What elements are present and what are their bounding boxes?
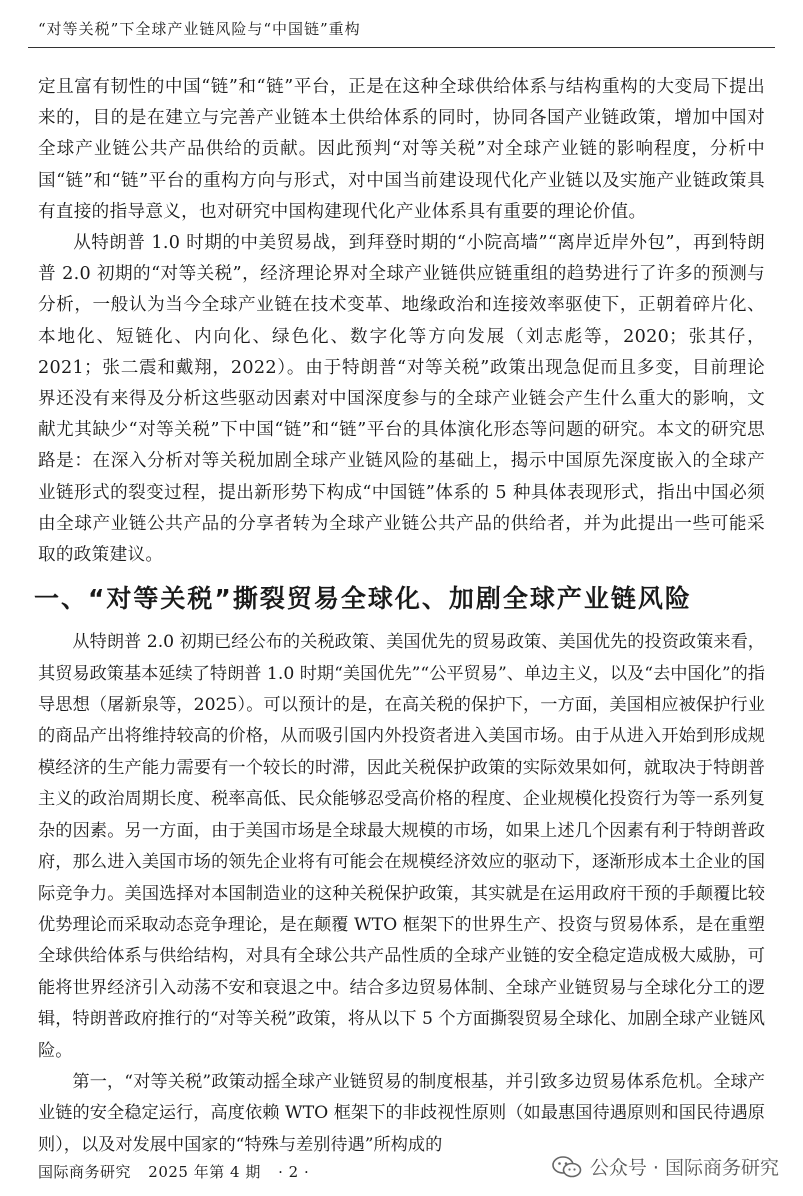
issue-number: 2025 年第 4 期: [148, 1163, 261, 1181]
section-one-body: [38, 627, 765, 1161]
page-footer: [38, 1161, 321, 1182]
paragraph-first-point: 第一，“对等关税”政策动摇全球产业链贸易的制度根基，并引致多边贸易体系危机。全球产业链的安全稳定运行，高度依赖 WTO 框架下的非歧视性原则（如最惠国待遇原则和国民待遇原则），以及对发展中国家的“特殊与差别待遇”所构成的: [38, 1071, 765, 1155]
wechat-icon: [552, 1156, 582, 1178]
journal-name: 国际商务研究: [38, 1163, 132, 1181]
running-title: “对等关税”下全球产业链风险与“中国链”重构: [38, 20, 361, 38]
page-number: · 2 ·: [278, 1163, 310, 1181]
paragraph-research-approach: 从特朗普 1.0 时期的中美贸易战，到拜登时期的“小院高墙”“离岸近岸外包”，再到特朗普 2.0 初期的“对等关税”，经济理论界对全球产业链供应链重组的趋势进行了许多的预测与分析，一般认为当今全球产业链在技术变革、地缘政治和连接效率驱使下，正朝着碎片化、本地化、短链化、内向化、绿色化、数字化等方向发展（刘志彪等，2020；张其仔，2021；张二震和戴翔，2022）。由于特朗普“对等关税”政策出现急促而且多变，目前理论界还没有来得及分析这些驱动因素对中国深度参与的全球产业链会产生什么重大的影响，文献尤其缺少“对等关税”下中国“链”和“链”平台的具体演化形态等问题的研究。本文的研究思路是：在深入分析对等关税加剧全球产业链风险的基础上，揭示中国原先深度嵌入的全球产业链形式的裂变过程，提出新形势下构成“中国链”体系的 5 种具体表现形式，指出中国必须由全球产业链公共产品的分享者转为全球产业链公共产品的供给者，并为此提出一些可能采取的政策建议。: [38, 233, 765, 566]
paragraph-tariff-policy: 从特朗普 2.0 初期已经公布的关税政策、美国优先的贸易政策、美国优先的投资政策来看，其贸易政策基本延续了特朗普 1.0 时期“美国优先”“公平贸易”、单边主义，以及“去中国化”的指导思想（屠新泉等，2025）。可以预计的是，在高关税的保护下，一方面，美国相应被保护行业的商品产出将维持较高的价格，从而吸引国内外投资者进入美国市场。由于从进入开始到形成规模经济的生产能力需要有一个较长的时滞，因此关税保护政策的实际效果如何，就取决于特朗普主义的政治周期长度、税率高低、民众能够忍受高价格的程度、企业规模化投资行为等一系列复杂的因素。另一方面，由于美国市场是全球最大规模的市场，如果上述几个因素有利于特朗普政府，那么进入美国市场的领先企业将有可能会在规模经济效应的驱动下，逐渐形成本土企业的国际竞争力。美国选择对本国制造业的这种关税保护政策，其实就是在运用政府干预的手颠覆比较优势理论而采取动态竞争理论，是在颠覆 WTO 框架下的世界生产、投资与贸易体系，是在重塑全球供给体系与供给结构，对具有全球公共产品性质的全球产业链的安全稳定造成极大威胁，可能将世界经济引入动荡不安和衰退之中。结合多边贸易体制、全球产业链贸易与全球化分工的逻辑，特朗普政府推行的“对等关税”政策，将从以下 5 个方面撕裂贸易全球化、加剧全球产业链风险。: [38, 632, 765, 1061]
watermark-text: 公众号 · 国际商务研究: [589, 1157, 779, 1179]
paragraph-continued: 定且富有韧性的中国“链”和“链”平台，正是在这种全球供给体系与结构重构的大变局下提出来的，目的是在建立与完善产业链本土供给体系的同时，协同各国产业链政策，增加中国对全球产业链公共产品供给的贡献。因此预判“对等关税”对全球产业链的影响程度，分析中国“链”和“链”平台的重构方向与形式，对中国当前建设现代化产业链以及实施产业链政策具有直接的指导意义，也对研究中国构建现代化产业体系具有重要的理论价值。: [38, 77, 765, 222]
article-body: [34, 72, 765, 1161]
section-heading: 一、“对等关税”撕裂贸易全球化、加剧全球产业链风险: [34, 584, 692, 614]
running-header: [38, 18, 765, 39]
watermark: [552, 1153, 779, 1180]
header-divider: [28, 47, 775, 48]
